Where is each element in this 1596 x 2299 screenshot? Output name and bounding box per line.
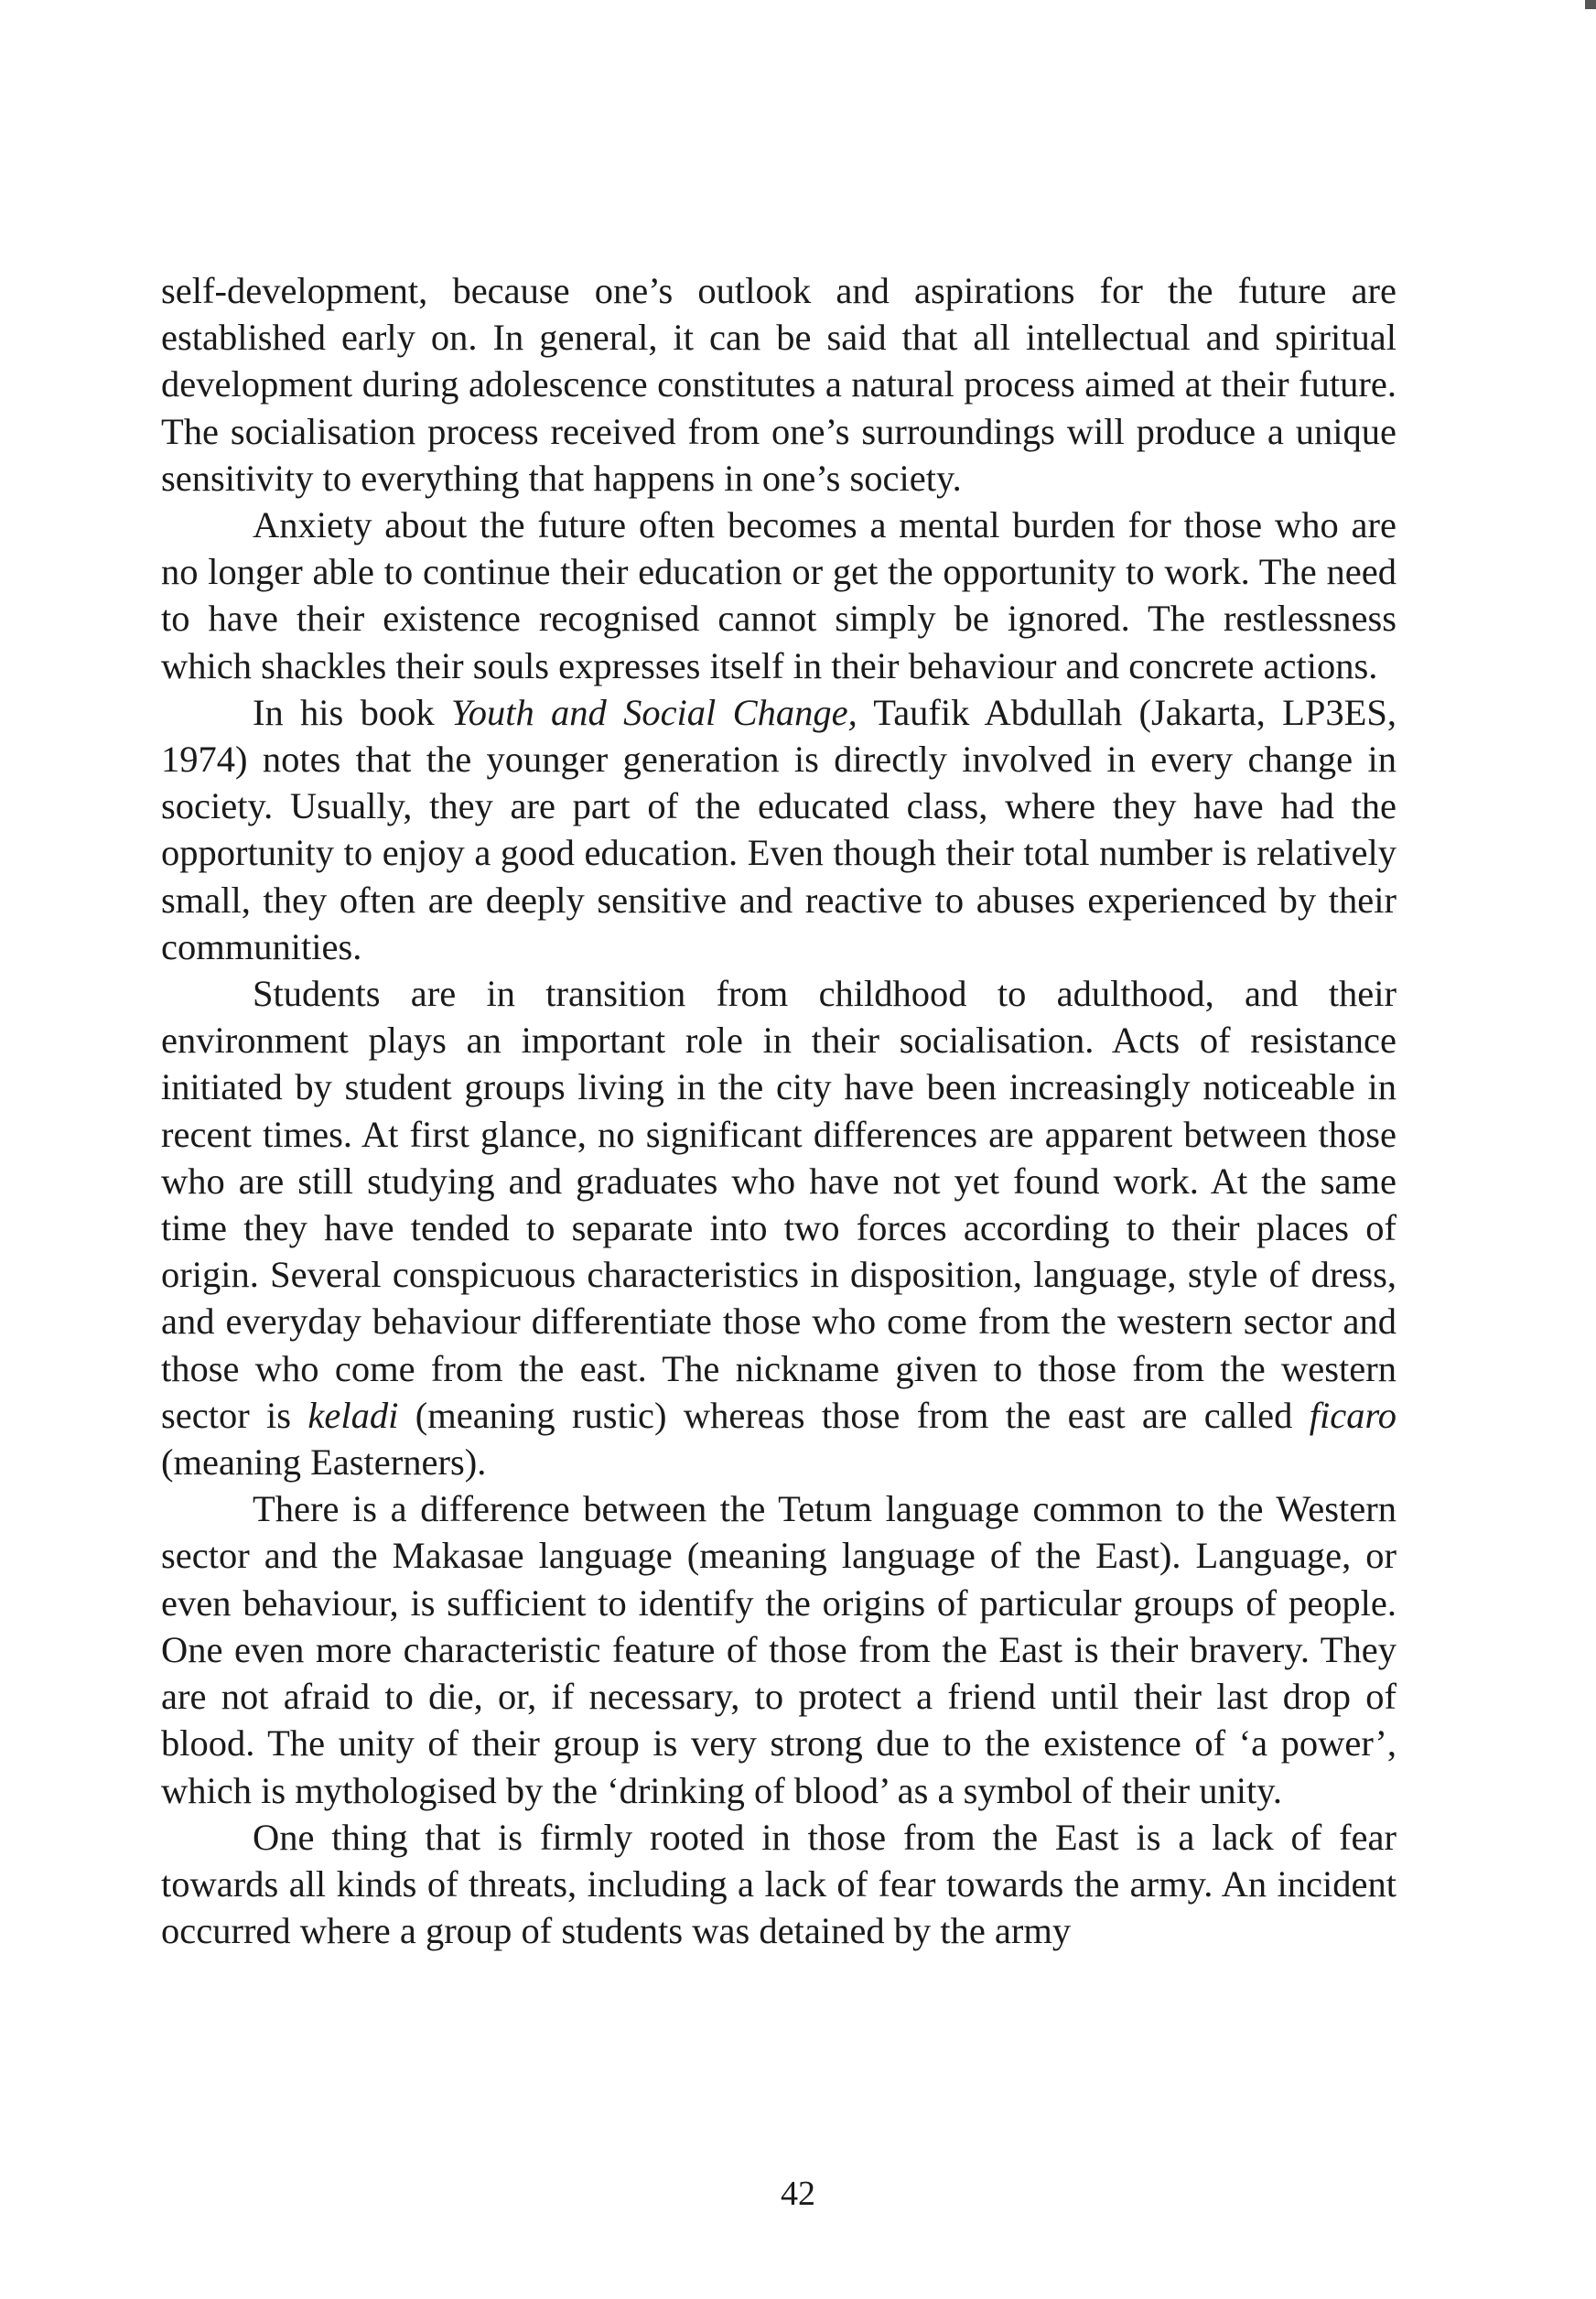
text-run: Taufik Abdullah (Jakarta, LP3ES, 1974) notes that the younger generation is directly involved in every change in society. Usually, they are part of the educated class, where they have had the opportunity to enjoy a good education. Even though their total number is relatively small, they often are deeply sensitive and reactive to abuses experienced by their communities. [161, 691, 1396, 967]
italic-text: ficaro [1309, 1394, 1397, 1436]
paragraph [161, 689, 1396, 970]
paragraph [161, 1485, 1396, 1813]
text-run: self-development, because one’s outlook and aspirations for the future are established early on. In general, it can be said that all intellectual and spiritual development during adolescence constitutes a natural process aimed at their future. The socialisation process received from one’s surroundings will produce a unique sensitivity to everything that happens in one’s society. [161, 270, 1396, 499]
paragraph [161, 267, 1396, 502]
italic-text: Youth and Social Change, [450, 691, 857, 733]
text-run: (meaning rustic) whereas those from the east are called [398, 1394, 1310, 1436]
paragraph [161, 1814, 1396, 1955]
page-number: 42 [781, 2175, 815, 2213]
text-run: One thing that is firmly rooted in those from the East is a lack of fear towards all kinds of threats, including a lack of fear towards the army. An incident occurred where a group of students was detained by the army [161, 1816, 1396, 1952]
text-run: There is a difference between the Tetum language common to the Western sector and the Makasae language (meaning language of the East). Language, or even behaviour, is sufficient to identify the origins of particular groups of people. One even more characteristic feature of those from the East is their bravery. They are not afraid to die, or, if necessary, to protect a friend until their last drop of blood. The unity of their group is very strong due to the existence of ‘a power’, which is mythologised by the ‘drinking of blood’ as a symbol of their unity. [161, 1488, 1396, 1811]
text-run: Students are in transition from childhood to adulthood, and their environment plays an important role in their socialisation. Acts of resistance initiated by student groups living in the city have been increasingly noticeable in recent times. At first glance, no significant differences are apparent between those who are still studying and graduates who have not yet found work. At the same time they have tended to separate into two forces according to their places of origin. Several conspicuous characteristics in disposition, language, style of dress, and everyday behaviour differentiate those who come from the western sector and those who come from the east. The nickname given to those from the western sector is [161, 973, 1396, 1436]
paragraph [161, 970, 1396, 1485]
body-text [161, 267, 1396, 1954]
text-run: Anxiety about the future often becomes a mental burden for those who are no longer able to continue their education or get the opportunity to work. The need to have their existence recognised cannot simply be ignored. The restlessness which shackles their souls expresses itself in their behaviour and concrete actions. [161, 504, 1396, 686]
italic-text: keladi [307, 1394, 399, 1436]
scan-corner-mark [1585, 0, 1596, 9]
text-run: In his book [253, 691, 451, 733]
paragraph [161, 502, 1396, 689]
text-run: (meaning Easterners). [161, 1441, 487, 1484]
